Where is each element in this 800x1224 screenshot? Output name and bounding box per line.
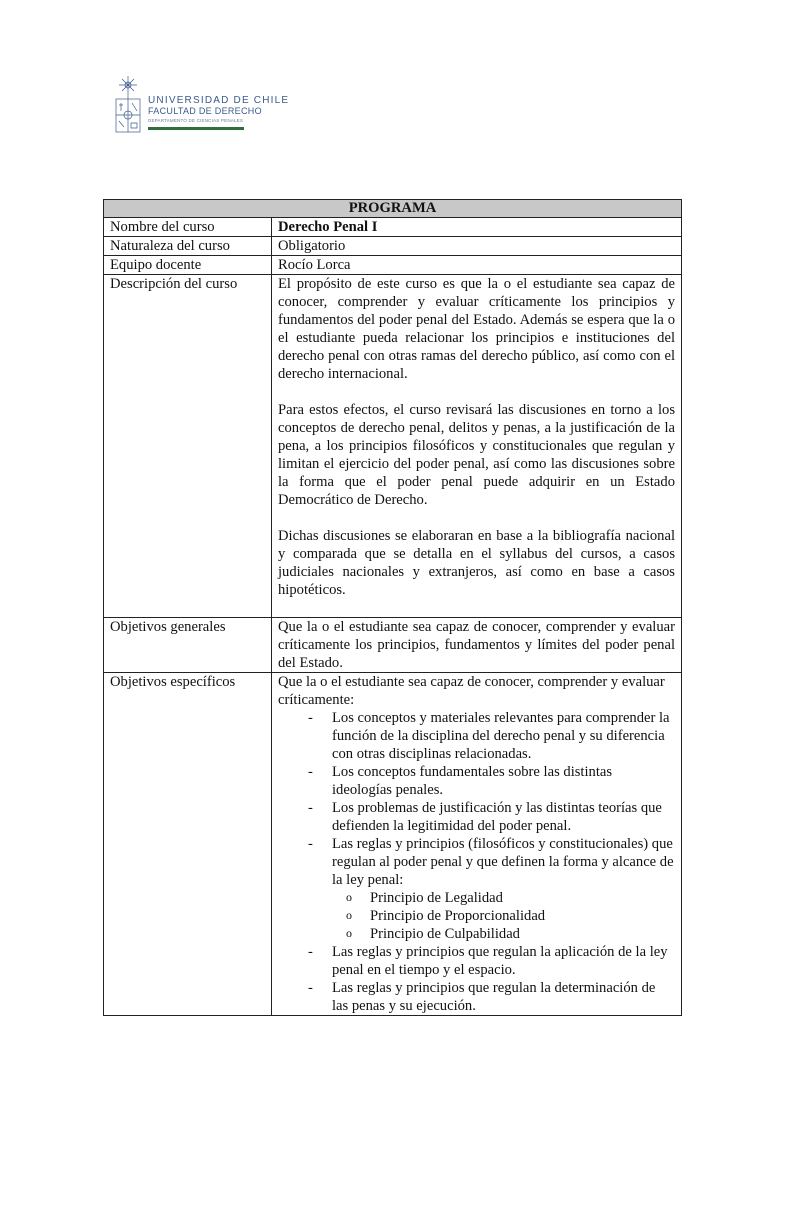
sublist-item: o Principio de Legalidad	[370, 889, 675, 907]
program-table	[103, 199, 682, 1016]
logo-accent-bar	[148, 127, 244, 130]
sublist-item: o Principio de Culpabilidad	[370, 925, 675, 943]
specific-objectives-list	[278, 709, 675, 1015]
description-paragraph: El propósito de este curso es que la o el estudiante sea capaz de conocer, comprender y evaluar críticamente los principios y fundamentos del poder penal del Estado. Además se espera que la o el estudiante pueda relacionar los principios e instituciones del derecho penal con otras ramas del derecho público, así como con el derecho internacional.	[278, 276, 675, 382]
list-item-text: Las reglas y principios (filosóficos y constitucionales) que regulan al poder penal y que definen la forma y alcance de la ley penal:	[332, 836, 674, 888]
list-item	[324, 835, 675, 943]
table-row	[104, 256, 682, 275]
row-label-obj-generales: Objetivos generales	[104, 618, 272, 673]
row-label-naturaleza: Naturaleza del curso	[104, 237, 272, 256]
logo-department-name: DEPARTAMENTO DE CIENCIAS PENALES	[148, 118, 244, 123]
description-paragraph: Para estos efectos, el curso revisará las discusiones en torno a los conceptos de derecho penal, delitos y penas, a la justificación de la pena, a los principios filosóficos y constitucionales que regulan y limitan el ejercicio del poder penal, así como las discusiones sobre la forma que el poder penal puede adquirir en un Estado Democrático de Derecho.	[278, 402, 675, 508]
row-label-equipo: Equipo docente	[104, 256, 272, 275]
table-row	[104, 275, 682, 618]
university-logo	[113, 75, 290, 137]
course-nature: Obligatorio	[272, 237, 682, 256]
table-title: PROGRAMA	[104, 200, 682, 218]
table-row	[104, 218, 682, 237]
specific-objectives	[272, 673, 682, 1016]
logo-faculty-name: FACULTAD DE DERECHO	[148, 106, 262, 116]
sublist-item: o Principio de Proporcionalidad	[370, 907, 675, 925]
teaching-team: Rocío Lorca	[272, 256, 682, 275]
list-item: - Las reglas y principios que regulan la aplicación de la ley penal en el tiempo y el espacio.	[324, 943, 675, 979]
logo-university-name: UNIVERSIDAD DE CHILE	[148, 95, 290, 106]
university-crest-icon	[113, 75, 143, 135]
list-item: - Las reglas y principios que regulan la determinación de las penas y su ejecución.	[324, 979, 675, 1015]
row-label-obj-especificos: Objetivos específicos	[104, 673, 272, 1016]
row-label-nombre: Nombre del curso	[104, 218, 272, 237]
principles-sublist	[332, 889, 675, 943]
logo-text	[148, 95, 289, 130]
general-objectives: Que la o el estudiante sea capaz de conocer, comprender y evaluar críticamente los principios, fundamentos y límites del poder penal del Estado.	[272, 618, 682, 673]
course-name: Derecho Penal I	[272, 218, 682, 237]
course-description	[272, 275, 682, 618]
table-row	[104, 673, 682, 1016]
list-item: - Los problemas de justificación y las distintas teorías que defienden la legitimidad del poder penal.	[324, 799, 675, 835]
description-paragraph: Dichas discusiones se elaboraran en base a la bibliografía nacional y comparada que se detalla en el syllabus del cursos, a casos judiciales nacionales y extranjeros, así como en base a casos hipotéticos.	[278, 528, 675, 598]
table-row	[104, 237, 682, 256]
table-row	[104, 618, 682, 673]
list-item: - Los conceptos y materiales relevantes para comprender la función de la disciplina del derecho penal y su diferencia con otras disciplinas relacionadas.	[324, 709, 675, 763]
specific-objectives-intro: Que la o el estudiante sea capaz de conocer, comprender y evaluar críticamente:	[278, 674, 665, 708]
row-label-descripcion: Descripción del curso	[104, 275, 272, 618]
table-header-row	[104, 200, 682, 218]
list-item: - Los conceptos fundamentales sobre las distintas ideologías penales.	[324, 763, 675, 799]
